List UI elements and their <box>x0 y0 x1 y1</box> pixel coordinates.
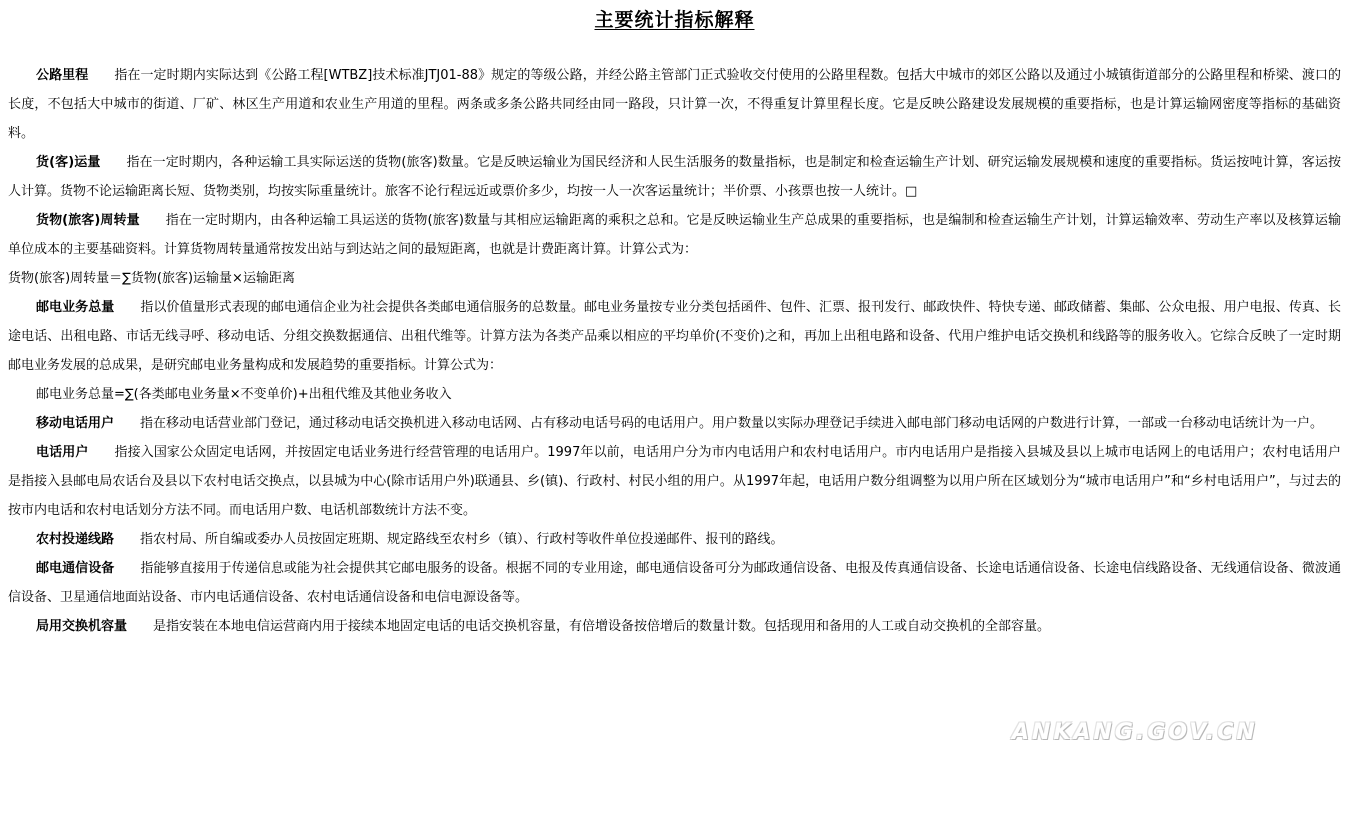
definition-term: 农村投递线路 <box>36 532 115 547</box>
definition-term: 邮电通信设备 <box>36 561 115 576</box>
definition-term: 电话用户 <box>36 445 89 460</box>
definition-text: 是指安装在本地电信运营商内用于接续本地固定电话的电话交换机容量，有倍增设备按倍增后的数量计数。包括现用和备用的人工或自动交换机的全部容量。 <box>153 619 1051 634</box>
definition-entry <box>8 612 1341 641</box>
definition-text: 指能够直接用于传递信息或能为社会提供其它邮电服务的设备。根据不同的专业用途，邮电通信设备可分为邮政通信设备、电报及传真通信设备、长途电话通信设备、长途电信线路设备、无线通信设备、微波通信设备、卫星通信地面站设备、市内电话通信设备、农村电话通信设备和电信电源设备等。 <box>8 561 1341 605</box>
definition-term: 货(客)运量 <box>36 155 101 170</box>
definition-entry <box>8 438 1341 525</box>
definition-text: 指在一定时期内，各种运输工具实际运送的货物(旅客)数量。它是反映运输业为国民经济和人民生活服务的数量指标，也是制定和检查运输生产计划、研究运输发展规模和速度的重要指标。货运按吨计算，客运按人计算。货物不论运输距离长短、货物类别，均按实际重量统计。旅客不论行程远近或票价多少，均按一人一次客运量统计；半价票、小孩票也按一人统计。□ <box>8 155 1341 199</box>
definition-term: 货物(旅客)周转量 <box>36 213 140 228</box>
definition-entry <box>8 293 1341 380</box>
definition-entry <box>8 409 1341 438</box>
definition-term: 公路里程 <box>36 68 89 83</box>
page-title: 主要统计指标解释 <box>594 9 755 31</box>
definition-text: 指以价值量形式表现的邮电通信企业为社会提供各类邮电通信服务的总数量。邮电业务量按专业分类包括函件、包件、汇票、报刊发行、邮政快件、特快专递、邮政储蓄、集邮、公众电报、用户电报、传真、长途电话、出租电路、市话无线寻呼、移动电话、分组交换数据通信、出租代维等。计算方法为各类产品乘以相应的平均单价(不变价)之和，再加上出租电路和设备、代用户维护电话交换机和线路等的服务收入。它综合反映了一定时期邮电业务发展的总成果，是研究邮电业务量构成和发展趋势的重要指标。计算公式为： <box>8 300 1341 373</box>
definition-entry <box>8 61 1341 148</box>
definition-entry <box>8 148 1341 206</box>
definition-text: 指在一定时期内实际达到《公路工程[WTBZ]技术标准JTJ01-88》规定的等级公路，并经公路主管部门正式验收交付使用的公路里程数。包括大中城市的郊区公路以及通过小城镇街道部分的公路里程和桥梁、渡口的长度，不包括大中城市的街道、厂矿、林区生产用道和农业生产用道的里程。两条或多条公路共同经由同一路段，只计算一次，不得重复计算里程长度。它是反映公路建设发展规模的重要指标，也是计算运输网密度等指标的基础资料。 <box>8 68 1341 141</box>
definition-entry <box>8 525 1341 554</box>
definitions-list <box>8 61 1341 641</box>
definition-entry <box>8 554 1341 612</box>
formula: 货物(旅客)周转量＝∑货物(旅客)运输量×运输距离 <box>8 271 295 286</box>
definition-term: 局用交换机容量 <box>36 619 128 634</box>
definition-text: 指农村局、所自编或委办人员按固定班期、规定路线至农村乡（镇）、行政村等收件单位投递邮件、报刊的路线。 <box>140 532 784 547</box>
definition-term: 邮电业务总量 <box>36 300 115 315</box>
definition-text: 指在一定时期内，由各种运输工具运送的货物(旅客)数量与其相应运输距离的乘积之总和。它是反映运输业生产总成果的重要指标，也是编制和检查运输生产计划，计算运输效率、劳动生产率以及核算运输单位成本的主要基础资料。计算货物周转量通常按发出站与到达站之间的最短距离，也就是计费距离计算。计算公式为： <box>8 213 1341 257</box>
definition-text: 指接入国家公众固定电话网，并按固定电话业务进行经营管理的电话用户。1997年以前，电话用户分为市内电话用户和农村电话用户。市内电话用户是指接入县城及县以上城市电话网上的电话用户；农村电话用户是指接入县邮电局农话台及县以下农村电话交换点，以县城为中心(除市话用户外)联通县、乡(镇)、行政村、村民小组的用户。从1997年起，电话用户数分组调整为以用户所在区域划分为“城市电话用户”和“乡村电话用户”，与过去的按市内电话和农村电话划分方法不同。而电话用户数、电话机部数统计方法不变。 <box>8 445 1341 518</box>
site-watermark: ANKANG.GOV.CN <box>1012 720 1258 745</box>
formula: 邮电业务总量=∑(各类邮电业务量×不变单价)+出租代维及其他业务收入 <box>36 387 452 402</box>
definition-text: 指在移动电话营业部门登记，通过移动电话交换机进入移动电话网、占有移动电话号码的电话用户。用户数量以实际办理登记手续进入邮电部门移动电话网的户数进行计算，一部或一台移动电话统计为一户。 <box>140 416 1324 431</box>
definition-term: 移动电话用户 <box>36 416 115 431</box>
definition-entry <box>8 206 1341 264</box>
